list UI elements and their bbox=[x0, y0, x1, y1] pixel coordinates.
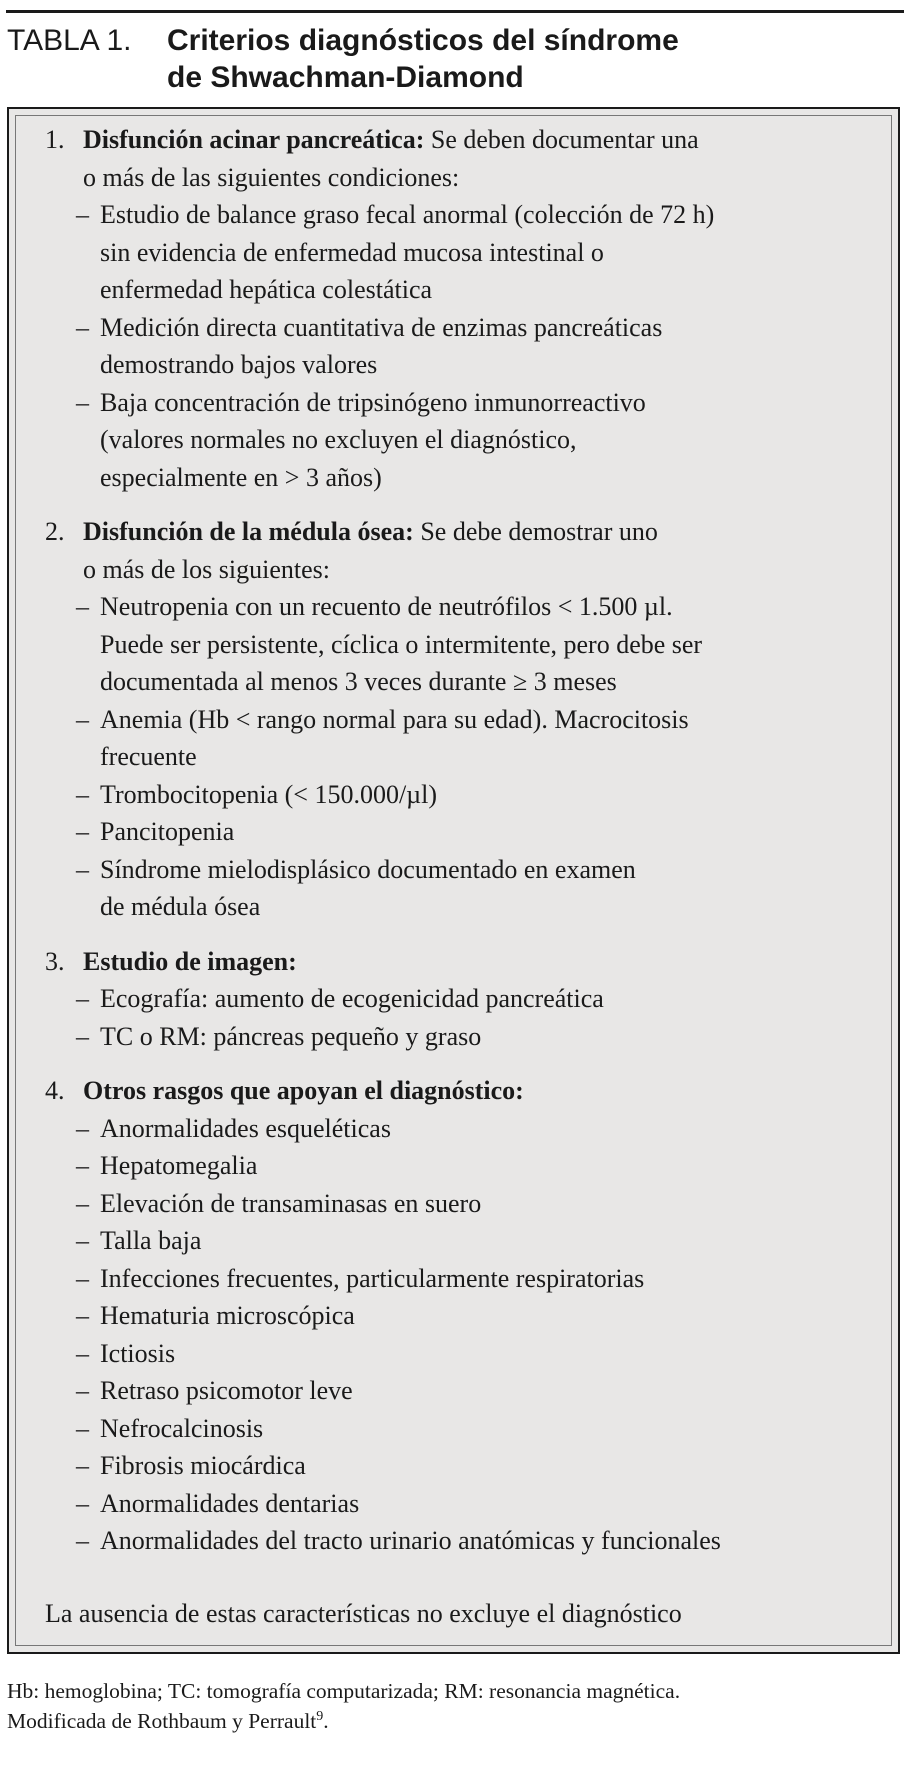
dash-bullet: – bbox=[76, 1413, 89, 1443]
criteria-section bbox=[45, 513, 875, 926]
table-footnote bbox=[7, 1676, 897, 1736]
criteria-list bbox=[45, 121, 875, 1577]
top-rule bbox=[6, 10, 904, 13]
criteria-continuation bbox=[45, 421, 875, 459]
criteria-item-text: Hepatomegalia bbox=[100, 1151, 258, 1180]
dash-bullet: – bbox=[76, 984, 89, 1013]
criteria-item bbox=[45, 1410, 875, 1448]
criteria-number: 2. bbox=[45, 517, 65, 546]
criteria-item bbox=[45, 588, 875, 626]
dash-bullet: – bbox=[76, 817, 89, 846]
criteria-item bbox=[45, 384, 875, 422]
dash-bullet: – bbox=[76, 200, 89, 229]
criteria-item bbox=[45, 1485, 875, 1523]
criteria-item-text: Infecciones frecuentes, particularmente respiratorias bbox=[100, 1263, 645, 1293]
criteria-item-text: Nefrocalcinosis bbox=[100, 1413, 264, 1443]
criteria-item bbox=[45, 1447, 875, 1485]
criteria-item-text: Anormalidades esqueléticas bbox=[100, 1113, 391, 1143]
criteria-item-text: Medición directa cuantitativa de enzimas pancreáticas bbox=[100, 312, 663, 342]
dash-bullet: – bbox=[76, 1451, 89, 1480]
criteria-item bbox=[45, 1185, 875, 1223]
criteria-item-text: Anemia (Hb < rango normal para su edad). Macrocitosis bbox=[100, 704, 689, 734]
dash-bullet: – bbox=[76, 1376, 89, 1405]
criteria-continuation-text: de médula ósea bbox=[100, 892, 261, 921]
criteria-heading bbox=[45, 121, 875, 159]
dash-bullet: – bbox=[76, 1488, 89, 1518]
dash-bullet: – bbox=[76, 592, 89, 621]
criteria-continuation bbox=[45, 626, 875, 664]
criteria-section bbox=[45, 943, 875, 1056]
criteria-item bbox=[45, 309, 875, 347]
criteria-item-text: Ecografía: aumento de ecogenicidad pancreática bbox=[100, 984, 604, 1013]
criteria-item-text: Talla baja bbox=[100, 1226, 202, 1255]
criteria-item-text: Ictiosis bbox=[100, 1338, 176, 1368]
dash-bullet: – bbox=[76, 1188, 89, 1218]
criteria-item bbox=[45, 1297, 875, 1335]
criteria-item-text: Hematuria microscópica bbox=[100, 1301, 355, 1330]
criteria-item bbox=[45, 1260, 875, 1298]
criteria-continuation-text: sin evidencia de enfermedad mucosa intestinal o bbox=[100, 237, 604, 267]
criteria-number: 3. bbox=[45, 946, 65, 976]
criteria-item bbox=[45, 1522, 875, 1560]
criteria-continuation bbox=[45, 738, 875, 776]
criteria-continuation bbox=[45, 159, 875, 197]
criteria-heading bbox=[45, 943, 875, 981]
criteria-item-text: Retraso psicomotor leve bbox=[100, 1376, 353, 1405]
criteria-heading-text: Se deben documentar una bbox=[424, 125, 699, 154]
criteria-item bbox=[45, 980, 875, 1018]
criteria-section bbox=[45, 121, 875, 496]
criteria-section bbox=[45, 1072, 875, 1560]
criteria-item-text: Pancitopenia bbox=[100, 817, 235, 846]
dash-bullet: – bbox=[76, 1151, 89, 1180]
criteria-continuation bbox=[45, 271, 875, 309]
criteria-continuation bbox=[45, 234, 875, 272]
table-title bbox=[7, 22, 897, 96]
footnote-reference: 9 bbox=[316, 1709, 324, 1724]
footnote-abbreviations: Hb: hemoglobina; TC: tomografía computarizada; RM: resonancia magnética. bbox=[7, 1679, 681, 1703]
dash-bullet: – bbox=[76, 1226, 89, 1255]
criteria-item-text: TC o RM: páncreas pequeño y graso bbox=[100, 1021, 482, 1051]
criteria-number: 4. bbox=[45, 1076, 65, 1105]
criteria-item-text: Baja concentración de tripsinógeno inmunorreactivo bbox=[100, 387, 646, 417]
criteria-label: Otros rasgos que apoyan el diagnóstico: bbox=[83, 1076, 524, 1105]
criteria-label: Disfunción de la médula ósea: bbox=[83, 517, 414, 546]
criteria-item bbox=[45, 1018, 875, 1056]
criteria-label: Estudio de imagen: bbox=[83, 946, 297, 976]
criteria-heading bbox=[45, 513, 875, 551]
criteria-item-text: Fibrosis miocárdica bbox=[100, 1451, 306, 1480]
dash-bullet: – bbox=[76, 854, 89, 884]
criteria-heading bbox=[45, 1072, 875, 1110]
criteria-item-text: Síndrome mielodisplásico documentado en examen bbox=[100, 854, 636, 884]
dash-bullet: – bbox=[76, 1021, 89, 1051]
criteria-continuation bbox=[45, 551, 875, 589]
table-title-line2: de Shwachman-Diamond bbox=[167, 61, 524, 94]
criteria-item bbox=[45, 196, 875, 234]
criteria-continuation-text: frecuente bbox=[100, 742, 197, 771]
criteria-item bbox=[45, 813, 875, 851]
footnote-source bbox=[7, 1706, 897, 1736]
criteria-item-text: Trombocitopenia (< 150.000/µl) bbox=[100, 779, 438, 809]
criteria-continuation-text: (valores normales no excluyen el diagnóstico, bbox=[100, 425, 577, 454]
criteria-box bbox=[7, 107, 900, 1654]
criteria-continuation bbox=[45, 663, 875, 701]
criteria-continuation bbox=[45, 888, 875, 926]
criteria-item-text: Anormalidades del tracto urinario anatómicas y funcionales bbox=[100, 1526, 721, 1555]
table-number: TABLA 1. bbox=[7, 24, 132, 57]
criteria-item-text: Neutropenia con un recuento de neutrófilos < 1.500 µl. bbox=[100, 592, 673, 621]
criteria-item bbox=[45, 1110, 875, 1148]
dash-bullet: – bbox=[76, 704, 89, 734]
criteria-item-text: Estudio de balance graso fecal anormal (colección de 72 h) bbox=[100, 200, 715, 229]
footnote-source-end: . bbox=[323, 1709, 329, 1733]
criteria-item bbox=[45, 1372, 875, 1410]
criteria-item-text: Anormalidades dentarias bbox=[100, 1488, 360, 1518]
criteria-continuation bbox=[45, 346, 875, 384]
criteria-continuation-text: o más de las siguientes condiciones: bbox=[83, 162, 460, 192]
dash-bullet: – bbox=[76, 1301, 89, 1330]
criteria-continuation-text: o más de los siguientes: bbox=[83, 554, 330, 584]
criteria-continuation bbox=[45, 459, 875, 497]
criteria-heading-text: Se debe demostrar uno bbox=[413, 517, 658, 546]
dash-bullet: – bbox=[76, 1263, 89, 1293]
dash-bullet: – bbox=[76, 1338, 89, 1368]
criteria-item bbox=[45, 1147, 875, 1185]
criteria-continuation-text: documentada al menos 3 veces durante ≥ 3 meses bbox=[100, 667, 617, 696]
criteria-item bbox=[45, 701, 875, 739]
criteria-number: 1. bbox=[45, 125, 65, 154]
criteria-continuation-text: especialmente en > 3 años) bbox=[100, 462, 382, 492]
criteria-continuation-text: Puede ser persistente, cíclica o intermitente, pero debe ser bbox=[100, 629, 703, 659]
footnote-source-text: Modificada de Rothbaum y Perrault bbox=[7, 1709, 317, 1733]
criteria-item bbox=[45, 851, 875, 889]
criteria-continuation-text: demostrando bajos valores bbox=[100, 350, 378, 379]
dash-bullet: – bbox=[76, 312, 89, 342]
dash-bullet: – bbox=[76, 1526, 89, 1555]
criteria-label: Disfunción acinar pancreática: bbox=[83, 125, 425, 154]
criteria-item bbox=[45, 1335, 875, 1373]
table-title-line1: Criterios diagnósticos del síndrome bbox=[167, 24, 679, 57]
dash-bullet: – bbox=[76, 387, 89, 417]
dash-bullet: – bbox=[76, 779, 89, 809]
criteria-item-text: Elevación de transaminasas en suero bbox=[100, 1188, 482, 1218]
closing-note: La ausencia de estas características no excluye el diagnóstico bbox=[45, 1599, 682, 1628]
criteria-item bbox=[45, 1222, 875, 1260]
criteria-item bbox=[45, 776, 875, 814]
criteria-continuation-text: enfermedad hepática colestática bbox=[100, 275, 433, 304]
dash-bullet: – bbox=[76, 1113, 89, 1143]
